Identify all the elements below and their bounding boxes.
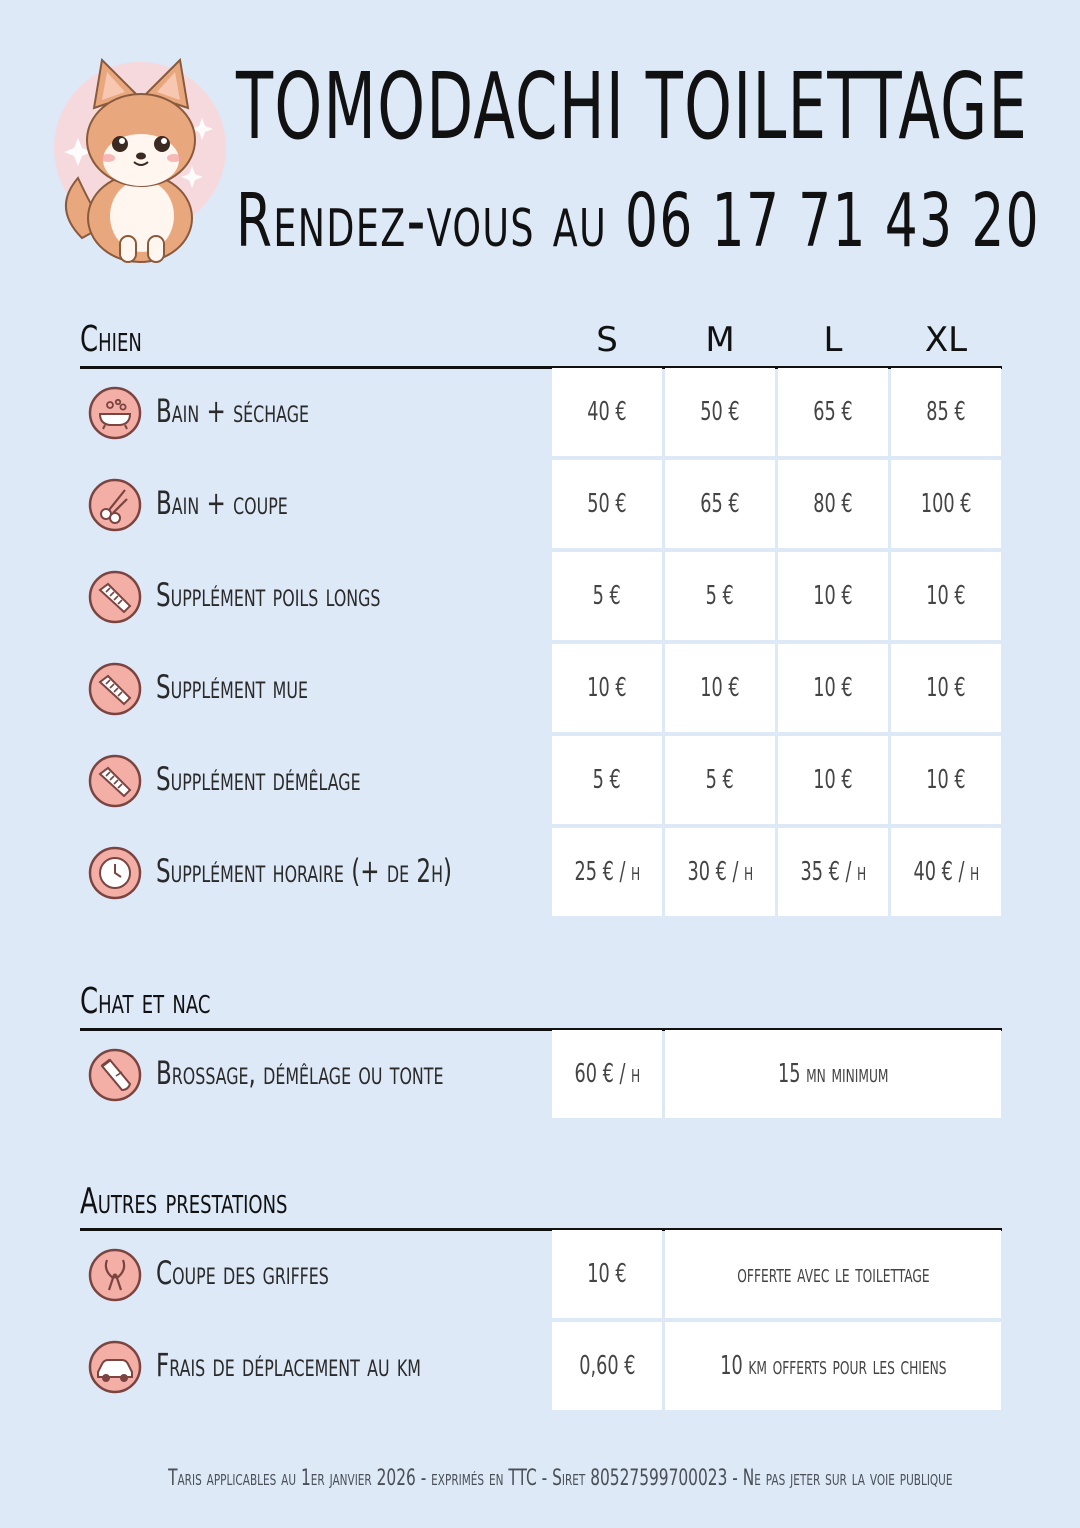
price-cell: 10 €	[778, 552, 888, 640]
price-cell: 40 €	[552, 368, 662, 456]
service-label: Bain + séchage	[156, 392, 309, 430]
price-cell: 50 €	[665, 368, 775, 456]
price-cell: 85 €	[891, 368, 1001, 456]
note-cell: 10 km offerts pour les chiens	[665, 1322, 1001, 1410]
price-cell: 65 €	[665, 460, 775, 548]
price-cell: 65 €	[778, 368, 888, 456]
note-cell: offerte avec le toilettage	[665, 1230, 1001, 1318]
service-label: Coupe des griffes	[156, 1254, 329, 1292]
car-icon	[88, 1340, 142, 1394]
nail-clipper-icon	[88, 1248, 142, 1302]
page-title: TOMODACHI TOILETTAGE	[236, 53, 1029, 160]
price-cell: 10 €	[778, 736, 888, 824]
price-cell: 25 € / h	[552, 828, 662, 916]
dog-heading-label: Chien	[80, 319, 142, 360]
price-cell: 10 €	[552, 1230, 662, 1318]
price-cell: 30 € / h	[665, 828, 775, 916]
price-cell: 60 € / h	[552, 1030, 662, 1118]
size-header-m: M	[705, 320, 735, 360]
dog-row-detangling	[80, 736, 1002, 826]
price-cell: 10 €	[891, 644, 1001, 732]
price-cell: 10 €	[891, 552, 1001, 640]
dog-row-bath-cut	[80, 460, 1002, 550]
price-cell: 100 €	[891, 460, 1001, 548]
other-row-travel	[80, 1322, 1002, 1412]
price-cell: 10 €	[665, 644, 775, 732]
dog-row-hourly	[80, 828, 1002, 918]
price-cell: 10 €	[778, 644, 888, 732]
other-section-heading	[80, 1178, 1002, 1231]
shiba-dog-logo	[52, 48, 232, 268]
dog-row-shedding	[80, 644, 1002, 734]
service-label: Supplément mue	[156, 668, 308, 706]
clipper-icon	[88, 1048, 142, 1102]
price-cell: 35 € / h	[778, 828, 888, 916]
footer-legal-note: Taris applicables au 1er janvier 2026 - exprimés en TTC - Siret 80527599700023 - Ne pas jeter sur la voie publique	[168, 1466, 953, 1491]
cat-row-brushing	[80, 1030, 1002, 1120]
dog-row-long-hair	[80, 552, 1002, 642]
note-cell: 15 mn minimum	[665, 1030, 1001, 1118]
cat-heading-label: Chat et nac	[80, 981, 211, 1022]
other-row-nails	[80, 1230, 1002, 1320]
size-header-xl: XL	[924, 320, 968, 360]
size-header-l: L	[823, 320, 843, 360]
size-header-s: S	[596, 320, 618, 360]
cat-section-heading	[80, 978, 1002, 1031]
service-label: Brossage, démêlage ou tonte	[156, 1054, 444, 1092]
service-label: Supplément démêlage	[156, 760, 361, 798]
service-label: Bain + coupe	[156, 484, 288, 522]
price-cell: 5 €	[665, 552, 775, 640]
comb-icon	[88, 570, 142, 624]
bathtub-icon	[88, 386, 142, 440]
service-label: Supplément poils longs	[156, 576, 381, 614]
price-cell: 10 €	[891, 736, 1001, 824]
price-cell: 5 €	[665, 736, 775, 824]
price-cell: 10 €	[552, 644, 662, 732]
scissors-icon	[88, 478, 142, 532]
price-cell: 0,60 €	[552, 1322, 662, 1410]
price-cell: 40 € / h	[891, 828, 1001, 916]
clock-icon	[88, 846, 142, 900]
other-heading-label: Autres prestations	[80, 1181, 288, 1222]
comb-icon	[88, 754, 142, 808]
dog-section-heading	[80, 316, 1002, 369]
price-cell: 50 €	[552, 460, 662, 548]
dog-row-bath-dry	[80, 368, 1002, 458]
appointment-phone: Rendez-vous au 06 17 71 43 20	[236, 178, 1041, 264]
price-cell: 80 €	[778, 460, 888, 548]
price-cell: 5 €	[552, 736, 662, 824]
price-cell: 5 €	[552, 552, 662, 640]
service-label: Supplément horaire (+ de 2h)	[156, 852, 452, 890]
comb-icon	[88, 662, 142, 716]
service-label: Frais de déplacement au km	[156, 1346, 421, 1384]
